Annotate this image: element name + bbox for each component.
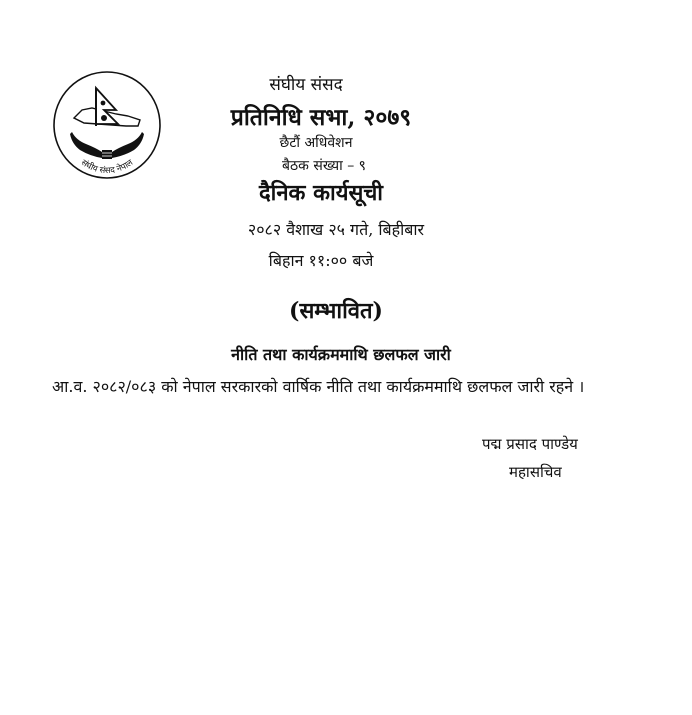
- session-label: छैटौं अधिवेशन: [279, 135, 353, 151]
- signatory-name: पद्म प्रसाद पाण्डेय: [482, 435, 578, 453]
- house-of-representatives-heading: प्रतिनिधि सभा, २०७९: [230, 104, 412, 131]
- tentative-status: (सम्भावित): [289, 298, 383, 324]
- page-title: दैनिक कार्यसूची: [258, 180, 384, 206]
- agenda-description: आ.व. २०८२/०८३ को नेपाल सरकारको वार्षिक नीति तथा कार्यक्रममाथि छलफल जारी रहने ।: [52, 377, 585, 396]
- meeting-number: बैठक संख्या – ९: [282, 158, 366, 174]
- federal-parliament-heading: संघीय संसद: [269, 75, 343, 95]
- signatory-title: महासचिव: [509, 463, 562, 481]
- svg-text:संघीय संसद नेपाल: संघीय संसद नेपाल: [78, 157, 136, 177]
- agenda-time: बिहान ११:०० बजे: [268, 251, 374, 270]
- agenda-topic: नीति तथा कार्यक्रममाथि छलफल जारी: [231, 345, 451, 364]
- agenda-date: २०८२ वैशाख २५ गते, बिहीबार: [247, 220, 425, 239]
